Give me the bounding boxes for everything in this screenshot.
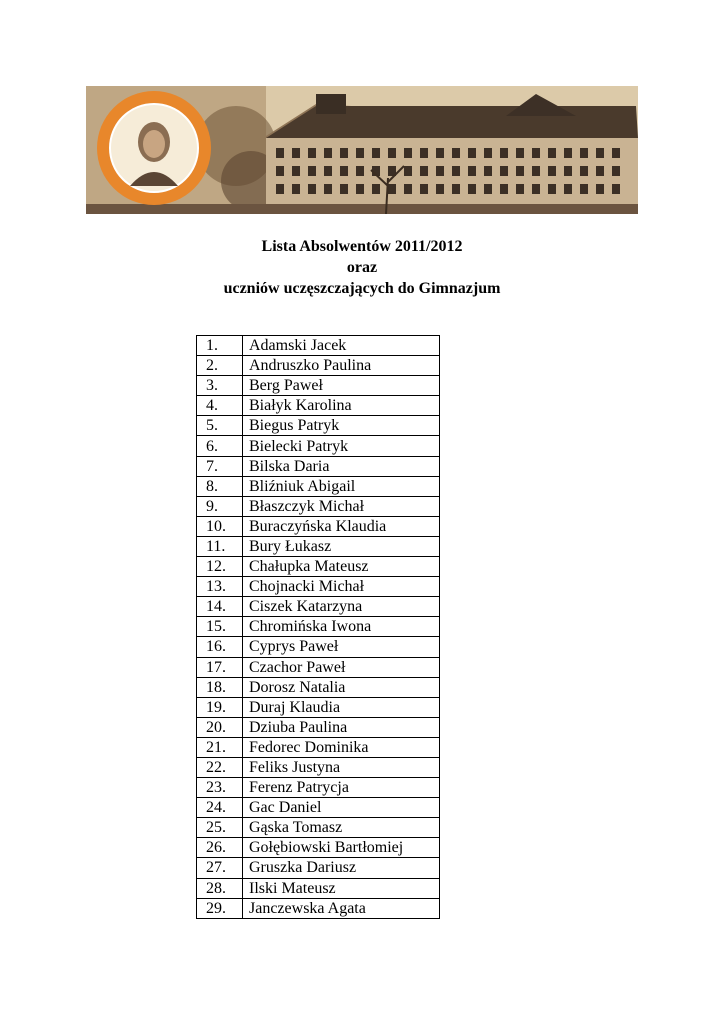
table-row	[197, 757, 440, 777]
student-name: Bielecki Patryk	[243, 436, 440, 456]
header-banner	[86, 86, 638, 214]
table-row	[197, 597, 440, 617]
student-name: Duraj Klaudia	[243, 697, 440, 717]
student-name: Gruszka Dariusz	[243, 858, 440, 878]
student-name: Feliks Justyna	[243, 757, 440, 777]
student-name: Chałupka Mateusz	[243, 557, 440, 577]
row-number: 1.	[197, 336, 243, 356]
table-row	[197, 858, 440, 878]
table-row	[197, 637, 440, 657]
table-row	[197, 456, 440, 476]
table-row	[197, 677, 440, 697]
student-name: Bilska Daria	[243, 456, 440, 476]
row-number: 5.	[197, 416, 243, 436]
row-number: 25.	[197, 818, 243, 838]
student-name: Andruszko Paulina	[243, 356, 440, 376]
row-number: 24.	[197, 798, 243, 818]
row-number: 9.	[197, 496, 243, 516]
student-name: Bury Łukasz	[243, 536, 440, 556]
student-name: Chromińska Iwona	[243, 617, 440, 637]
table-row	[197, 657, 440, 677]
table-row	[197, 356, 440, 376]
table-row	[197, 577, 440, 597]
student-name: Biegus Patryk	[243, 416, 440, 436]
row-number: 18.	[197, 677, 243, 697]
table-row	[197, 416, 440, 436]
student-name: Gac Daniel	[243, 798, 440, 818]
table-row	[197, 778, 440, 798]
graduates-table	[196, 335, 440, 919]
student-name: Dorosz Natalia	[243, 677, 440, 697]
student-name: Dziuba Paulina	[243, 717, 440, 737]
student-name: Berg Paweł	[243, 376, 440, 396]
table-row	[197, 737, 440, 757]
row-number: 16.	[197, 637, 243, 657]
row-number: 13.	[197, 577, 243, 597]
table-row	[197, 617, 440, 637]
title-line-2: oraz	[346, 259, 378, 276]
row-number: 15.	[197, 617, 243, 637]
row-number: 28.	[197, 878, 243, 898]
row-number: 7.	[197, 456, 243, 476]
table-row	[197, 476, 440, 496]
row-number: 27.	[197, 858, 243, 878]
table-row	[197, 336, 440, 356]
student-name: Gąska Tomasz	[243, 818, 440, 838]
student-name: Fedorec Dominika	[243, 737, 440, 757]
table-row	[197, 496, 440, 516]
title-line-3: uczniów uczęszczających do Gimnazjum	[223, 280, 501, 297]
row-number: 29.	[197, 898, 243, 918]
table-row	[197, 717, 440, 737]
row-number: 8.	[197, 476, 243, 496]
table-row	[197, 376, 440, 396]
row-number: 6.	[197, 436, 243, 456]
row-number: 21.	[197, 737, 243, 757]
student-name: Czachor Paweł	[243, 657, 440, 677]
document-title	[0, 236, 724, 299]
student-name: Adamski Jacek	[243, 336, 440, 356]
student-name: Gołębiowski Bartłomiej	[243, 838, 440, 858]
row-number: 17.	[197, 657, 243, 677]
table-row	[197, 436, 440, 456]
student-name: Janczewska Agata	[243, 898, 440, 918]
title-line-1: Lista Absolwentów 2011/2012	[261, 238, 463, 255]
student-name: Ciszek Katarzyna	[243, 597, 440, 617]
student-name: Ilski Mateusz	[243, 878, 440, 898]
school-building-photo	[86, 86, 638, 214]
student-name: Ferenz Patrycja	[243, 778, 440, 798]
row-number: 26.	[197, 838, 243, 858]
table-row	[197, 838, 440, 858]
row-number: 14.	[197, 597, 243, 617]
table-row	[197, 878, 440, 898]
student-name: Buraczyńska Klaudia	[243, 516, 440, 536]
row-number: 10.	[197, 516, 243, 536]
school-logo	[97, 91, 211, 205]
student-name: Białyk Karolina	[243, 396, 440, 416]
table-row	[197, 557, 440, 577]
student-name: Bliźniuk Abigail	[243, 476, 440, 496]
row-number: 23.	[197, 778, 243, 798]
row-number: 20.	[197, 717, 243, 737]
row-number: 2.	[197, 356, 243, 376]
table-row	[197, 536, 440, 556]
row-number: 19.	[197, 697, 243, 717]
table-row	[197, 818, 440, 838]
student-name: Cyprys Paweł	[243, 637, 440, 657]
row-number: 11.	[197, 536, 243, 556]
student-name: Błaszczyk Michał	[243, 496, 440, 516]
table-row	[197, 396, 440, 416]
table-row	[197, 516, 440, 536]
table-row	[197, 697, 440, 717]
table-row	[197, 898, 440, 918]
row-number: 3.	[197, 376, 243, 396]
row-number: 12.	[197, 557, 243, 577]
table-row	[197, 798, 440, 818]
student-name: Chojnacki Michał	[243, 577, 440, 597]
row-number: 22.	[197, 757, 243, 777]
row-number: 4.	[197, 396, 243, 416]
